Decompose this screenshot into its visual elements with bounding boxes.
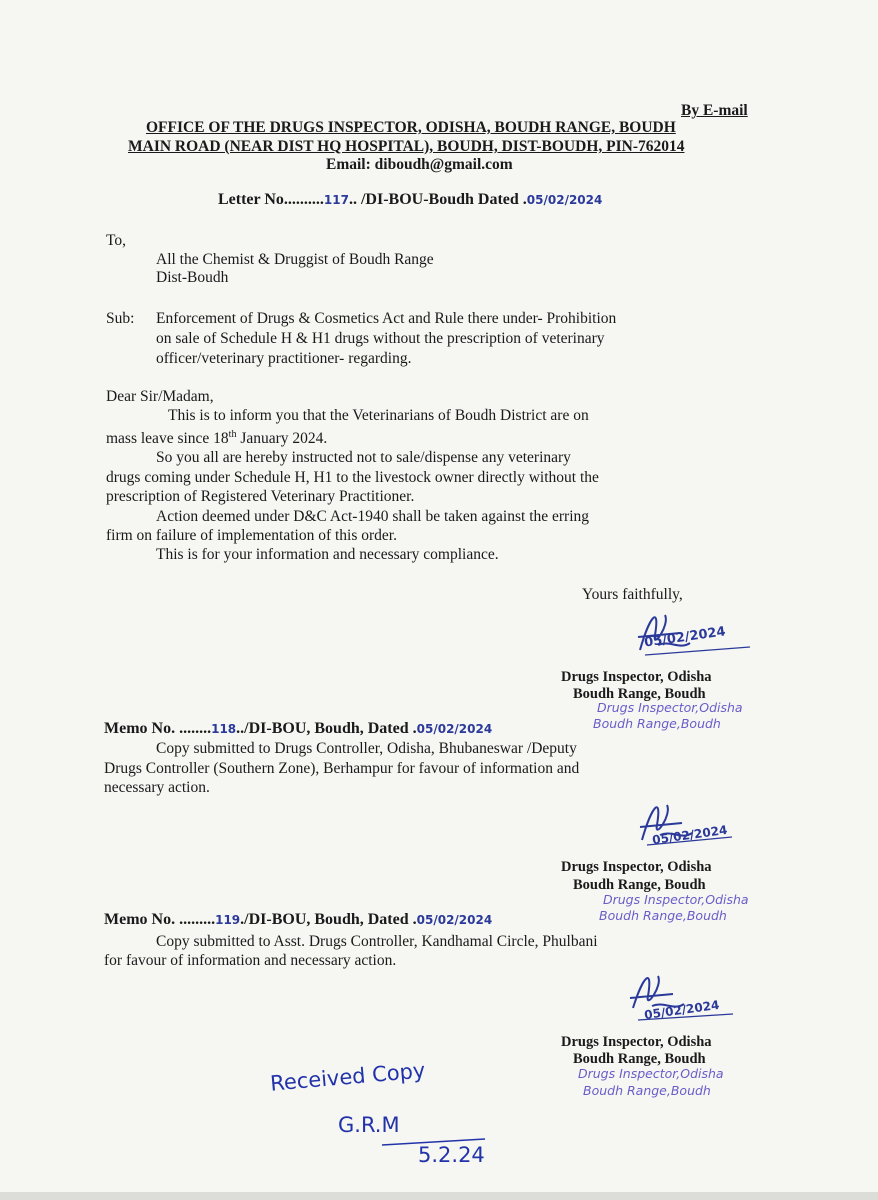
signature-2-date: 05/02/2024 [651, 822, 729, 848]
closing: Yours faithfully, [582, 586, 683, 603]
para2-line1: So you all are hereby instructed not to sale/dispense any veterinary [156, 449, 571, 466]
para3-line2: firm on failure of implementation of this order. [106, 527, 397, 544]
memo2-line1: Copy submitted to Asst. Drugs Controller, Kandhamal Circle, Phulbani [156, 933, 598, 950]
memo2-number-handwritten: 119 [215, 913, 241, 927]
signature-3-icon [608, 958, 758, 1028]
page-bottom-edge [0, 1192, 878, 1200]
para3-line1: Action deemed under D&C Act-1940 shall be taken against the erring [156, 508, 590, 525]
sig3-title-line2: Boudh Range, Boudh [573, 1051, 706, 1067]
signature-2-icon [612, 785, 762, 855]
memo2-line2: for favour of information and necessary action. [104, 952, 397, 969]
letter-ref: /DI-BOU-Boudh Dated . [360, 191, 527, 208]
salutation: Dear Sir/Madam, [106, 388, 214, 405]
letter-number-line: Letter No..........117.. /DI-BOU-Boudh Dated .05/02/2024 [218, 191, 603, 208]
letter-number-handwritten: 117 [323, 193, 349, 207]
received-copy-note: Received Copy [269, 1058, 427, 1096]
signature-3-date: 05/02/2024 [643, 997, 721, 1023]
office-heading-line1: OFFICE OF THE DRUGS INSPECTOR, ODISHA, BOUDH RANGE, BOUDH [146, 119, 676, 136]
office-heading-line2: MAIN ROAD (NEAR DIST HQ HOSPITAL), BOUDH, DIST-BOUDH, PIN-762014 [128, 138, 685, 155]
addressee-line2: Dist-Boudh [156, 269, 229, 286]
para2-line3: prescription of Registered Veterinary Practitioner. [106, 488, 415, 505]
memo1-date-handwritten: 05/02/2024 [416, 722, 493, 736]
para1-line2: mass leave since 18th January 2024. [106, 429, 328, 448]
sig1-title-line2: Boudh Range, Boudh [573, 686, 706, 702]
memo1-number-line: Memo No. ........118../DI-BOU, Boudh, Dated .05/02/2024 [104, 720, 493, 737]
addressee-line1: All the Chemist & Druggist of Boudh Range [156, 251, 434, 268]
sig1-stamp-line2: Boudh Range,Boudh [593, 716, 721, 731]
subject-label: Sub: [106, 310, 135, 327]
letter-date-handwritten: 05/02/2024 [526, 193, 603, 207]
para1-line1: This is to inform you that the Veterinarians of Boudh District are on [168, 407, 589, 424]
para4: This is for your information and necessary compliance. [156, 546, 499, 563]
received-date: 5.2.24 [418, 1143, 485, 1167]
memo1-line2: Drugs Controller (Southern Zone), Berhampur for favour of information and [104, 760, 580, 777]
received-initials: G.R.M [338, 1113, 400, 1137]
sig2-title-line1: Drugs Inspector, Odisha [561, 859, 712, 875]
to-label: To, [106, 232, 127, 249]
para2-line2: drugs coming under Schedule H, H1 to the livestock owner directly without the [106, 469, 599, 486]
memo2-date-handwritten: 05/02/2024 [416, 913, 493, 927]
delivery-mode: By E-mail [681, 102, 748, 119]
sig2-stamp-line2: Boudh Range,Boudh [599, 908, 727, 923]
sig3-title-line1: Drugs Inspector, Odisha [561, 1034, 712, 1050]
sig2-title-line2: Boudh Range, Boudh [573, 877, 706, 893]
sig1-title-line1: Drugs Inspector, Odisha [561, 669, 712, 685]
sig3-stamp-line2: Boudh Range,Boudh [583, 1083, 711, 1098]
memo1-line3: necessary action. [104, 779, 210, 796]
memo1-number-handwritten: 118 [211, 722, 237, 736]
subject-line2: on sale of Schedule H & H1 drugs without the prescription of veterinary [156, 330, 605, 347]
sig2-stamp-line1: Drugs Inspector,Odisha [603, 892, 749, 907]
subject-line1: Enforcement of Drugs & Cosmetics Act and Rule there under- Prohibition [156, 310, 617, 327]
signature-1-date: 05/02/2024 [643, 624, 727, 651]
sig1-stamp-line1: Drugs Inspector,Odisha [597, 700, 743, 715]
office-email: Email: diboudh@gmail.com [326, 156, 513, 173]
subject-line3: officer/veterinary practitioner- regarding. [156, 350, 412, 367]
memo1-line1: Copy submitted to Drugs Controller, Odisha, Bhubaneswar /Deputy [156, 740, 577, 757]
letter-number-prefix: Letter No. [218, 191, 288, 208]
memo2-number-line: Memo No. .........119./DI-BOU, Boudh, Dated .05/02/2024 [104, 911, 493, 928]
sig3-stamp-line1: Drugs Inspector,Odisha [578, 1066, 724, 1081]
